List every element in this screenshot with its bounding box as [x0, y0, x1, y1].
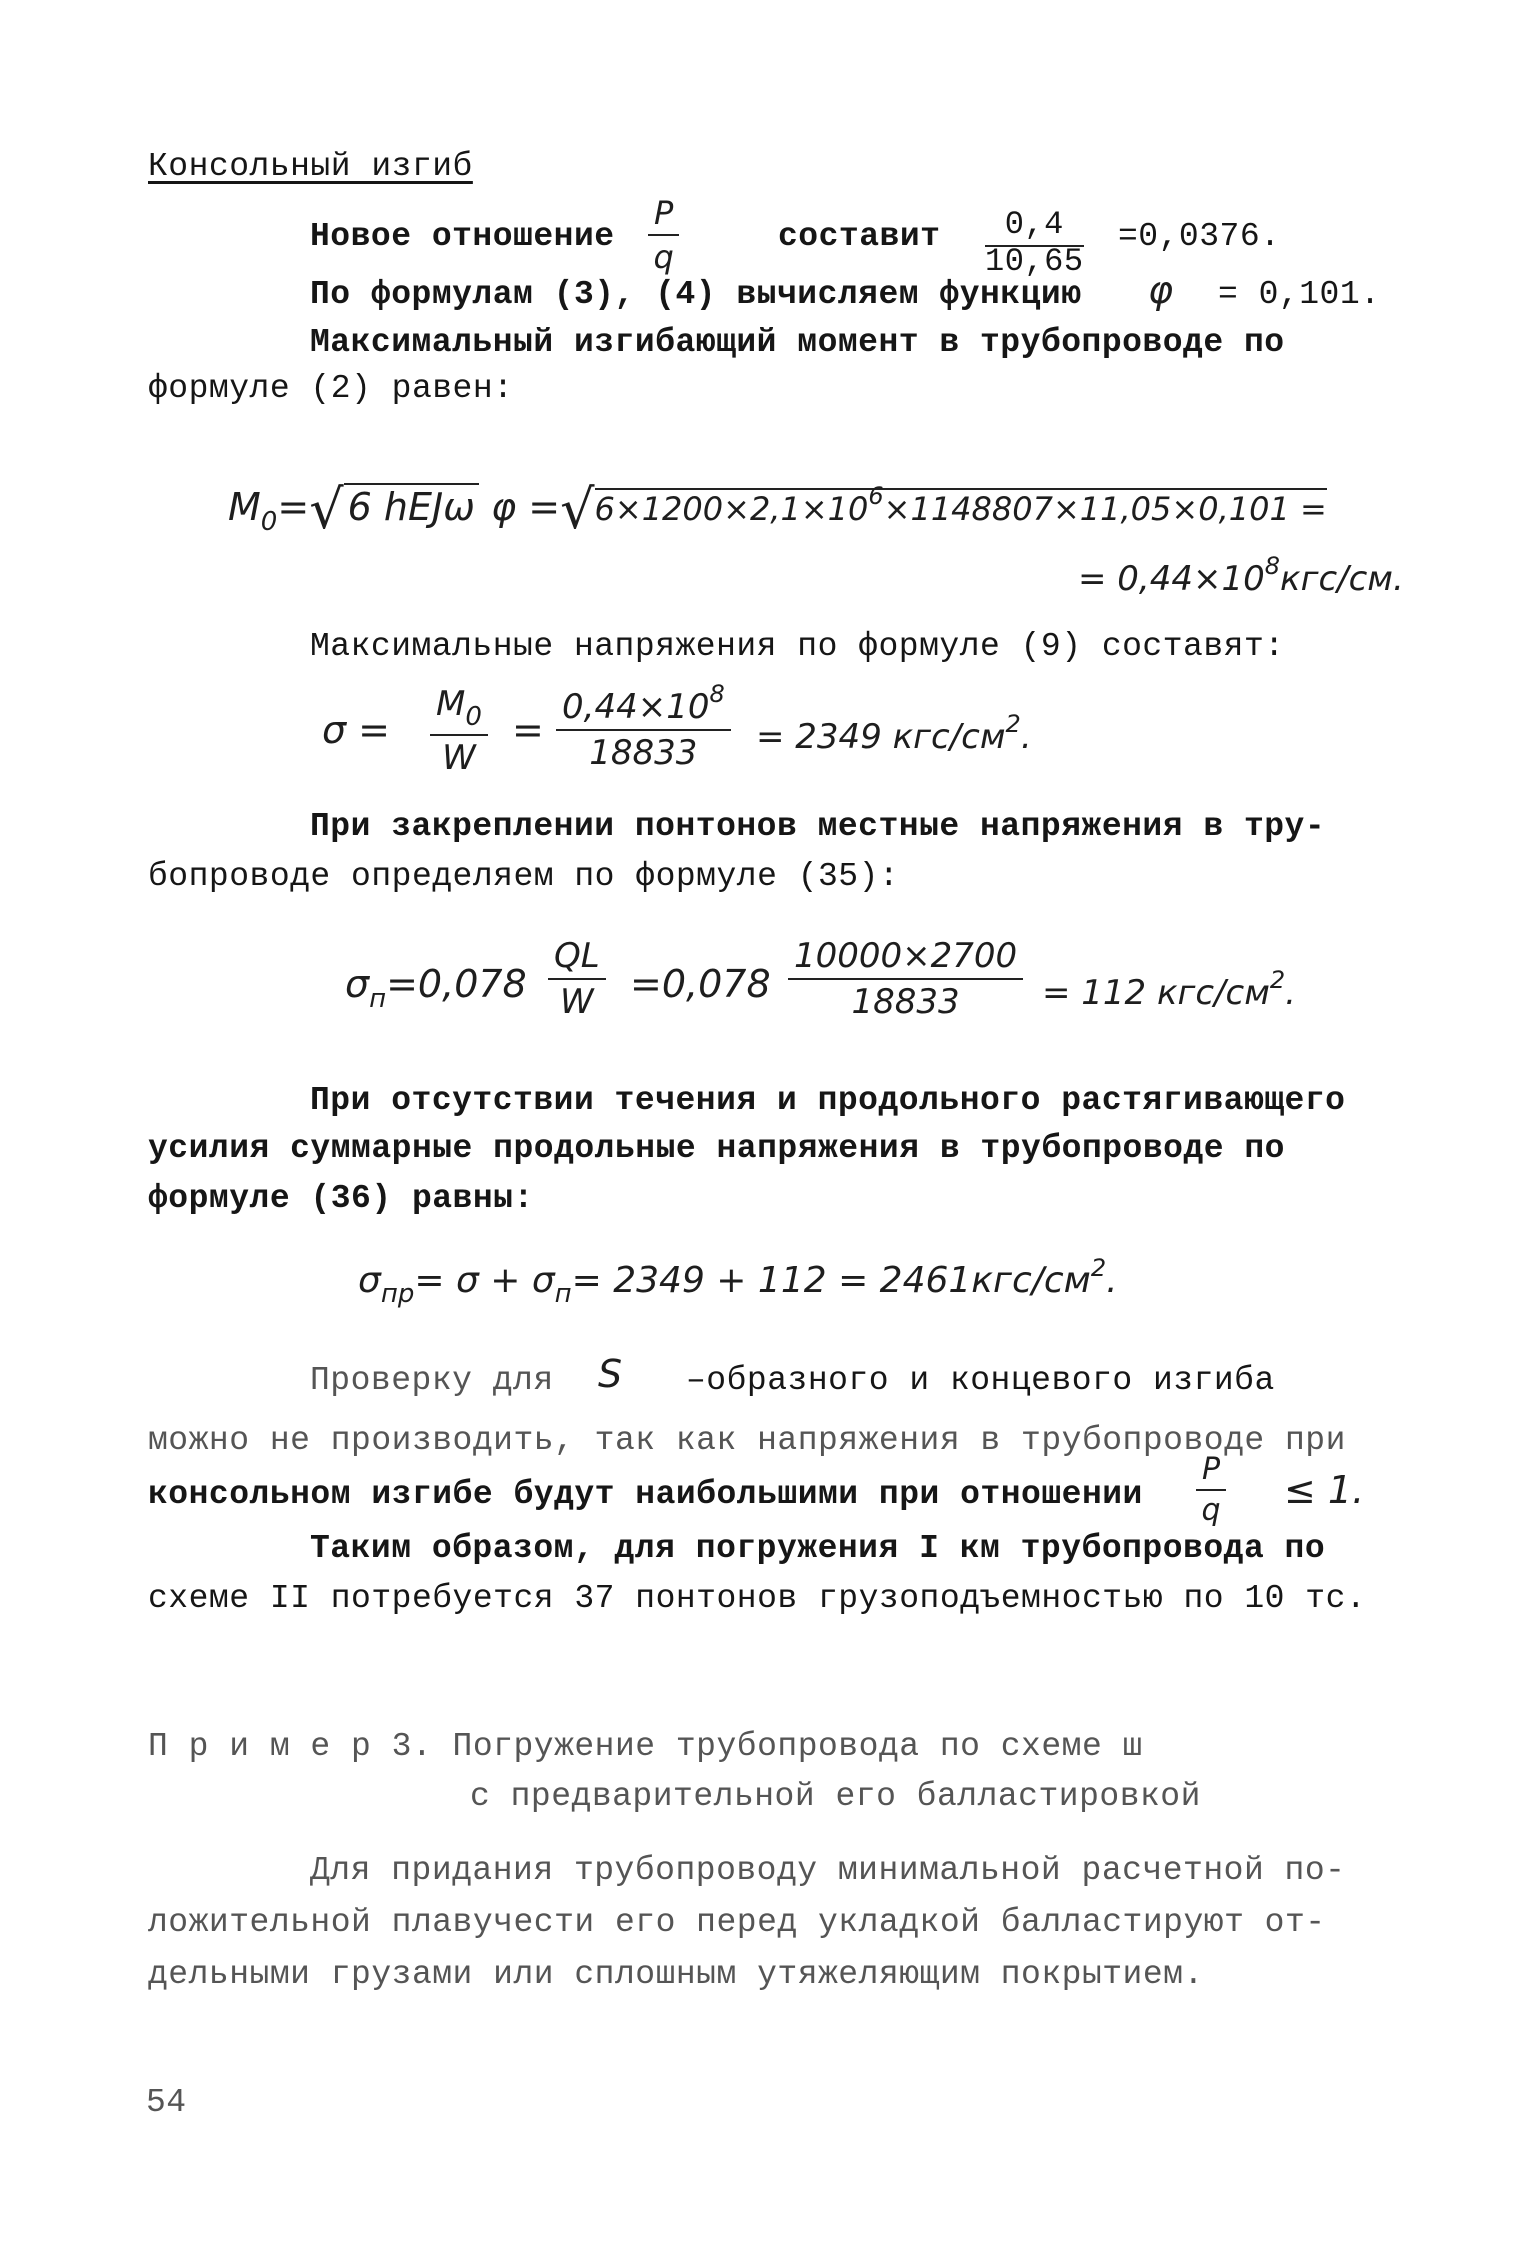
eq1-lhs: M: [228, 485, 261, 529]
text-line-12: можно не производить, так как напряжения в трубопроводе при: [148, 1422, 1346, 1459]
eq2-equals: =: [512, 708, 544, 752]
text-line-1b: составит: [778, 218, 941, 255]
eq4-result: = 2349 + 112 = 2461кгс/см: [571, 1260, 1091, 1301]
text-line-16: Для придания трубопроводу минимальной расчетной по-: [310, 1852, 1346, 1889]
eq1-result-unit: кгс/см.: [1280, 559, 1404, 599]
eq2-num1: M: [436, 684, 466, 724]
eq2-result: [756, 710, 1032, 757]
text-line-1a: Новое отношение: [310, 218, 615, 255]
page-number: 54: [146, 2084, 187, 2121]
eq1-result: = 0,44×10: [1078, 559, 1265, 599]
eq4-result-exp: 2: [1090, 1254, 1107, 1282]
text-line-10: формуле (36) равны:: [148, 1180, 534, 1217]
eq2-den2: 18833: [589, 733, 698, 773]
section-heading: Консольный изгиб: [148, 148, 473, 185]
fraction-p-over-q-2: [1196, 1452, 1226, 1528]
text-line-1c: =0,0376.: [1118, 218, 1281, 255]
text-line-11b: –образного и концевого изгиба: [686, 1362, 1275, 1399]
eq3-num2: 10000×2700: [788, 936, 1023, 980]
fraction-numerator: 0,4: [985, 206, 1084, 247]
eq2-fraction-2: [556, 680, 731, 773]
text-line-5: Максимальные напряжения по формуле (9) составят:: [310, 628, 1285, 665]
eq2-num2-exp: 8: [709, 680, 725, 708]
equation-moment-result: [1078, 552, 1404, 599]
eq2-dot: .: [1020, 717, 1032, 757]
eq4-mid: = σ + σ: [414, 1260, 555, 1301]
eq1-radicand-tail: ×1148807×11,05×0,101 =: [883, 490, 1327, 528]
eq4-sigma: σ: [358, 1260, 381, 1301]
eq3-sigma: σ: [345, 962, 370, 1006]
text-line-14: Таким образом, для погружения I км трубопровода по: [310, 1530, 1326, 1567]
fraction-numerator-2: P: [1196, 1452, 1226, 1491]
text-line-3: Максимальный изгибающий момент в трубопроводе по: [310, 324, 1285, 361]
text-line-15: схеме II потребуется 37 понтонов грузоподъемностью по 10 тс.: [148, 1580, 1367, 1617]
eq3-fraction-2: [788, 936, 1023, 1022]
example-title-1: П р и м е р 3. Погружение трубопровода по схеме ш: [148, 1728, 1143, 1765]
eq1-radicand-1: 6 hEJω: [344, 483, 479, 529]
example-title-2: с предварительной его балластировкой: [470, 1778, 1201, 1815]
eq3-lhs: [345, 962, 527, 1014]
eq3-coef-1: =0,078: [386, 962, 527, 1006]
eq3-coef-2: =0,078: [630, 962, 771, 1006]
text-line-9: усилия суммарные продольные напряжения в трубопроводе по: [148, 1130, 1285, 1167]
eq2-sigma: σ =: [322, 708, 391, 752]
s-symbol: S: [598, 1352, 623, 1396]
eq2-result-text: = 2349 кгс/см: [756, 717, 1006, 757]
fraction-denominator-2: q: [1201, 1493, 1221, 1528]
eq1-lhs-sub: 0: [260, 507, 278, 537]
eq4-sigma-sub: пр: [380, 1279, 415, 1309]
fraction-denominator: 10,65: [985, 243, 1084, 280]
fraction-numerator: P: [648, 194, 679, 236]
eq1-radicand-exp: 6: [868, 482, 884, 510]
fraction-p-over-q: [648, 194, 679, 276]
eq3-num1: QL: [548, 936, 606, 980]
text-line-17: ложительной плавучести его перед укладкой балластируют от-: [148, 1904, 1326, 1941]
text-line-7: бопроводе определяем по формуле (35):: [148, 858, 900, 895]
eq2-num2: 0,44×10: [562, 687, 710, 727]
equation-total-stress: [358, 1254, 1118, 1309]
eq3-den2: 18833: [851, 982, 960, 1022]
text-line-2b: = 0,101.: [1218, 276, 1381, 313]
phi-symbol: φ: [1148, 268, 1174, 312]
eq1-phi: φ =: [491, 485, 561, 529]
fraction-denominator: q: [653, 238, 674, 276]
text-line-2a: По формулам (3), (4) вычисляем функцию: [310, 276, 1082, 313]
text-line-13a: консольном изгибе будут наибольшими при отношении: [148, 1476, 1143, 1513]
eq4-dot: .: [1106, 1260, 1118, 1301]
eq3-den1: W: [560, 982, 594, 1022]
eq2-result-exp: 2: [1005, 710, 1021, 738]
eq2-den1: W: [442, 738, 476, 778]
text-line-4: формуле (2) равен:: [148, 370, 514, 407]
eq2-num1-sub: 0: [465, 702, 482, 732]
fraction-value: [985, 206, 1084, 280]
equation-moment: $M_0=√$ 6 hEJω $\varphi =√6\times 1200\times 2,1\times 10^6\times 1148807\times 11,05\times 0,101$ =: [228, 478, 1327, 541]
eq3-result-exp: 2: [1269, 966, 1286, 994]
text-line-11a: Проверку для: [310, 1362, 554, 1399]
eq3-result-text: = 112 кгс/см: [1042, 973, 1270, 1013]
text-line-8: При отсутствии течения и продольного растягивающего: [310, 1082, 1346, 1119]
eq2-fraction-1: [430, 684, 488, 778]
eq3-dot: .: [1285, 973, 1296, 1013]
eq4-mid-sub: п: [554, 1279, 572, 1309]
text-line-13b: ≤ 1.: [1284, 1468, 1365, 1512]
eq3-fraction-1: [548, 936, 606, 1022]
text-line-6: При закреплении понтонов местные напряжения в тру-: [310, 808, 1326, 845]
eq1-result-exp: 8: [1264, 552, 1281, 580]
eq3-sigma-sub: п: [369, 984, 387, 1014]
eq3-result: [1042, 966, 1296, 1013]
text-line-18: дельными грузами или сплошным утяжеляющим покрытием.: [148, 1956, 1204, 1993]
eq1-radicand-2: 6×1200×2,1×10: [594, 490, 869, 528]
